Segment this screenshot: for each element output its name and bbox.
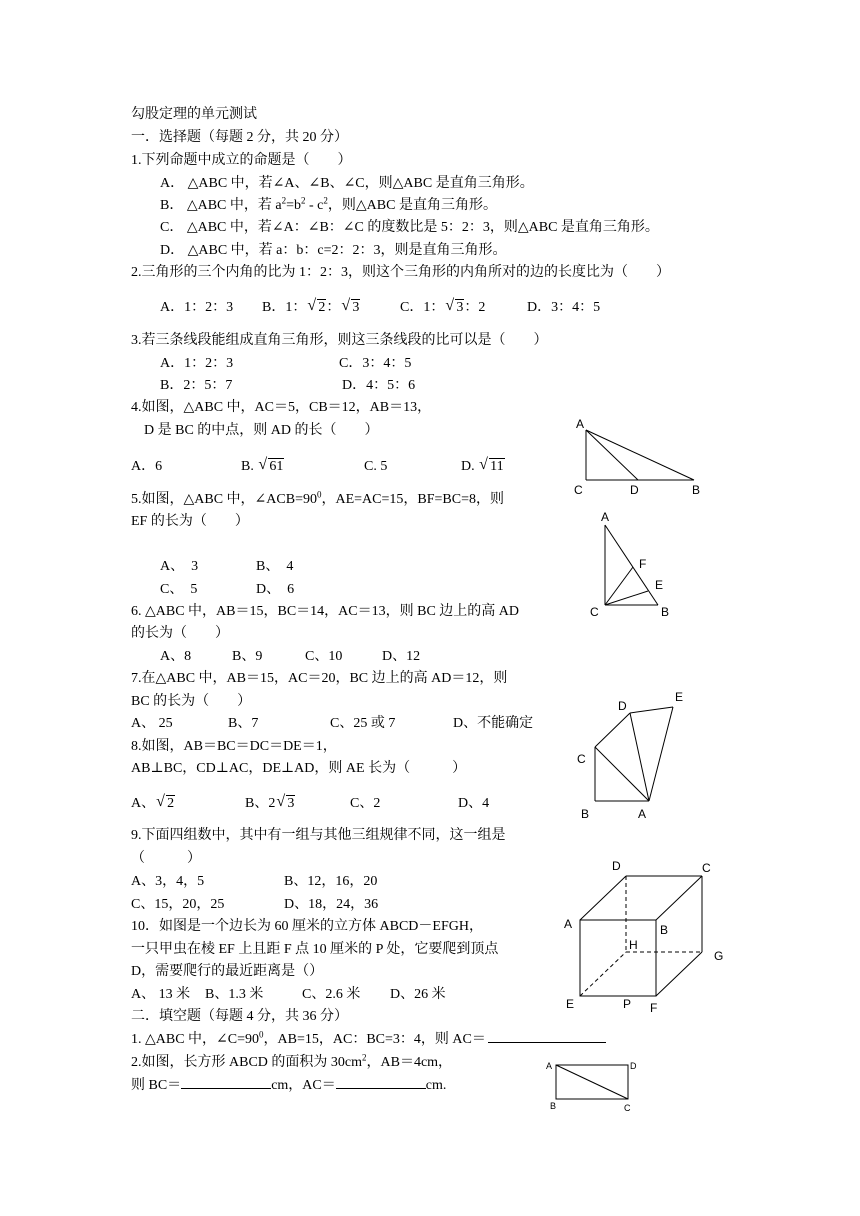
diagonal-ac [556, 1065, 628, 1099]
answer-blank[interactable] [336, 1088, 426, 1089]
point-label-d: D [618, 699, 627, 713]
option-6b: B、9 [232, 649, 263, 664]
option-9d: D、18，24，36 [284, 897, 379, 912]
option-4a: A．6 [131, 459, 163, 474]
option-2c: C．1：√ 3：2 [400, 300, 485, 316]
point-label-b: B [660, 923, 669, 937]
option-4b: B. √ 61 [241, 459, 284, 475]
point-label-f: F [639, 557, 647, 571]
option-1c: C． △ABC 中，若∠A：∠B：∠C 的度数比是 5：2：3，则△ABC 是直角三角形。 [160, 220, 659, 235]
point-label-b: B [581, 807, 590, 821]
question-9-stem-line2: （ ） [131, 851, 201, 866]
question-7-stem-line1: 7.在△ABC 中，AB＝15，AC＝20，BC 边上的高 AD＝12，则 [131, 671, 508, 686]
fill-question-2-line1: 2.如图，长方形 ABCD 的面积为 $30cm^2$，AB＝4cm， [131, 1052, 453, 1070]
point-label-b: B [550, 1101, 557, 1111]
point-label-a: A [564, 917, 573, 931]
option-8a: A、√ 2 [131, 796, 175, 812]
sqrt-symbol: √ 3 [446, 300, 464, 316]
point-label-a: A [601, 510, 610, 524]
segment-cd [595, 713, 630, 747]
sqrt-symbol: √ 11 [480, 459, 504, 475]
option-3a: A．1：2：3 [160, 356, 234, 371]
point-label-f: F [650, 1001, 658, 1015]
fill-question-2-line2: 则 BC＝ cm，AC＝ cm. [131, 1078, 447, 1093]
question-2-stem: 2.三角形的三个内角的比为 1：2：3，则这个三角形的内角所对的边的长度比为（ ） [131, 265, 670, 280]
edge-fg [656, 952, 702, 996]
option-3c: C．3：4：5 [339, 356, 412, 371]
segment-ad [586, 430, 638, 480]
option-7d: D、不能确定 [453, 716, 534, 731]
point-label-e: E [566, 997, 575, 1011]
section-heading-fill: 二．填空题（每题 4 分，共 36 分） [131, 1009, 348, 1024]
option-2a: A．1：2：3 [160, 300, 234, 315]
option-4c: C. 5 [364, 459, 388, 474]
figure-q4-triangle [570, 414, 710, 496]
answer-blank[interactable] [181, 1088, 271, 1089]
option-1a: A． △ABC 中，若∠A、∠B、∠C，则△ABC 是直角三角形。 [160, 176, 534, 191]
question-3-stem: 3.若三条线段能组成直角三角形，则这三条线段的比可以是（ ） [131, 333, 548, 348]
option-6d: D、12 [382, 649, 421, 664]
point-label-d: D [630, 1061, 637, 1071]
option-1d: D． △ABC 中，若 a：b：c=2：2：3，则是直角三角形。 [160, 243, 507, 258]
sqrt-symbol: √ 61 [259, 459, 284, 475]
point-label-c: C [590, 605, 599, 619]
segment-ce [605, 591, 648, 605]
sqrt-symbol: √ 2 [308, 300, 326, 316]
point-label-a: A [638, 807, 647, 821]
point-label-c: C [624, 1103, 631, 1113]
question-5-stem-line1: 5.如图，△ABC 中，$\angle ACB=90^0$，AE=AC=15，BF=BC=8，则 [131, 489, 504, 507]
option-8d: D、4 [458, 796, 490, 811]
option-8c: C、2 [350, 796, 381, 811]
option-5a: A、 3 [160, 559, 199, 574]
point-label-g: G [714, 949, 724, 963]
section-heading-choice: 一．选择题（每题 2 分，共 20 分） [131, 130, 348, 145]
question-9-stem-line1: 9.下面四组数中，其中有一组与其他三组规律不同，这一组是 [131, 828, 506, 843]
option-2d: D．3：4：5 [527, 300, 601, 315]
point-label-c: C [574, 483, 583, 497]
point-label-b: B [661, 605, 670, 619]
segment-ac [595, 747, 649, 801]
option-7c: C、25 或 7 [330, 716, 396, 731]
segment-cf [605, 567, 633, 605]
segment-de [630, 707, 673, 713]
question-7-stem-line2: BC 的长为（ ） [131, 694, 252, 709]
point-label-a: A [546, 1061, 553, 1071]
option-5b: B、 4 [256, 559, 294, 574]
question-8-stem-line2: AB⊥BC，CD⊥AC，DE⊥AD，则 AE 长为（ ） [131, 761, 467, 776]
edge-ad [580, 876, 626, 920]
figure-q8-spiral [570, 683, 700, 823]
question-10-stem-line1: 10．如图是一个边长为 60 厘米的立方体 ABCD－EFGH， [131, 919, 483, 934]
question-6-stem-line1: 6. △ABC 中，AB＝15，BC＝14，AC＝13，则 BC 边上的高 AD [131, 604, 520, 619]
question-5-stem-line2: EF 的长为（ ） [131, 514, 249, 529]
sqrt-symbol: √ 3 [277, 796, 295, 812]
option-10a: A、 13 米 [131, 987, 191, 1002]
option-3b: B．2：5：7 [160, 378, 233, 393]
point-label-a: A [576, 417, 585, 431]
hidden-edge-eh [580, 952, 626, 996]
point-label-e: E [675, 690, 684, 704]
question-10-stem-line3: D，需要爬行的最近距离是（） [131, 964, 324, 979]
point-label-d: D [612, 859, 621, 873]
option-2b: B．1：√ 2：√ 3 [262, 300, 360, 316]
option-7b: B、7 [228, 716, 259, 731]
figure-f2-rectangle [540, 1055, 640, 1117]
option-10b: B、1.3 米 [205, 987, 264, 1002]
option-1b: B． △ABC 中，若 $a^2=b^2 - c^2$，则△ABC 是直角三角形。 [160, 195, 497, 213]
question-4-stem-line1: 4.如图，△ABC 中，AC＝5，CB＝12，AB＝13， [131, 400, 432, 415]
question-8-stem-line1: 8.如图，AB＝BC＝DC＝DE＝1， [131, 739, 337, 754]
option-3d: D．4：5：6 [342, 378, 416, 393]
question-1-stem: 1.下列命题中成立的命题是（ ） [131, 153, 352, 168]
point-label-p: P [623, 997, 632, 1011]
figure-q5-triangle [585, 505, 685, 620]
segment-ab [586, 430, 694, 480]
option-4d: D. √ 11 [461, 459, 505, 475]
sqrt-symbol: √ 3 [342, 300, 360, 316]
option-9c: C、15，20，25 [131, 897, 225, 912]
option-5c: C、 5 [160, 582, 198, 597]
answer-blank[interactable] [488, 1042, 606, 1043]
point-label-h: H [629, 938, 638, 952]
point-label-c: C [702, 861, 711, 875]
option-9b: B、12，16，20 [284, 874, 378, 889]
option-8b: B、2√ 3 [245, 796, 295, 812]
page-title: 勾股定理的单元测试 [131, 107, 257, 122]
option-10c: C、2.6 米 [302, 987, 361, 1002]
option-5d: D、 6 [256, 582, 295, 597]
edge-bc [656, 876, 702, 920]
option-6c: C、10 [305, 649, 343, 664]
segment-ab [605, 525, 658, 605]
option-7a: A、 25 [131, 716, 173, 731]
segment-ad [630, 713, 649, 801]
question-4-stem-line2: D 是 BC 的中点，则 AD 的长（ ） [144, 423, 379, 438]
question-6-stem-line2: 的长为（ ） [131, 626, 229, 641]
figure-q10-cube [560, 852, 730, 1020]
option-6a: A、8 [160, 649, 192, 664]
option-9a: A、3，4，5 [131, 874, 205, 889]
question-10-stem-line2: 一只甲虫在棱 EF 上且距 F 点 10 厘米的 P 处，它要爬到顶点 [131, 942, 499, 957]
point-label-e: E [655, 578, 664, 592]
fill-question-1: 1. △ABC 中，$\angle C=90^0$，AB=15，AC：BC=3：4，则 AC＝ [131, 1032, 606, 1048]
segment-ae [649, 707, 673, 801]
option-10d: D、26 米 [390, 987, 446, 1002]
point-label-b: B [692, 483, 701, 497]
point-label-d: D [630, 483, 639, 497]
sqrt-symbol: √ 2 [157, 796, 175, 812]
point-label-c: C [577, 752, 586, 766]
